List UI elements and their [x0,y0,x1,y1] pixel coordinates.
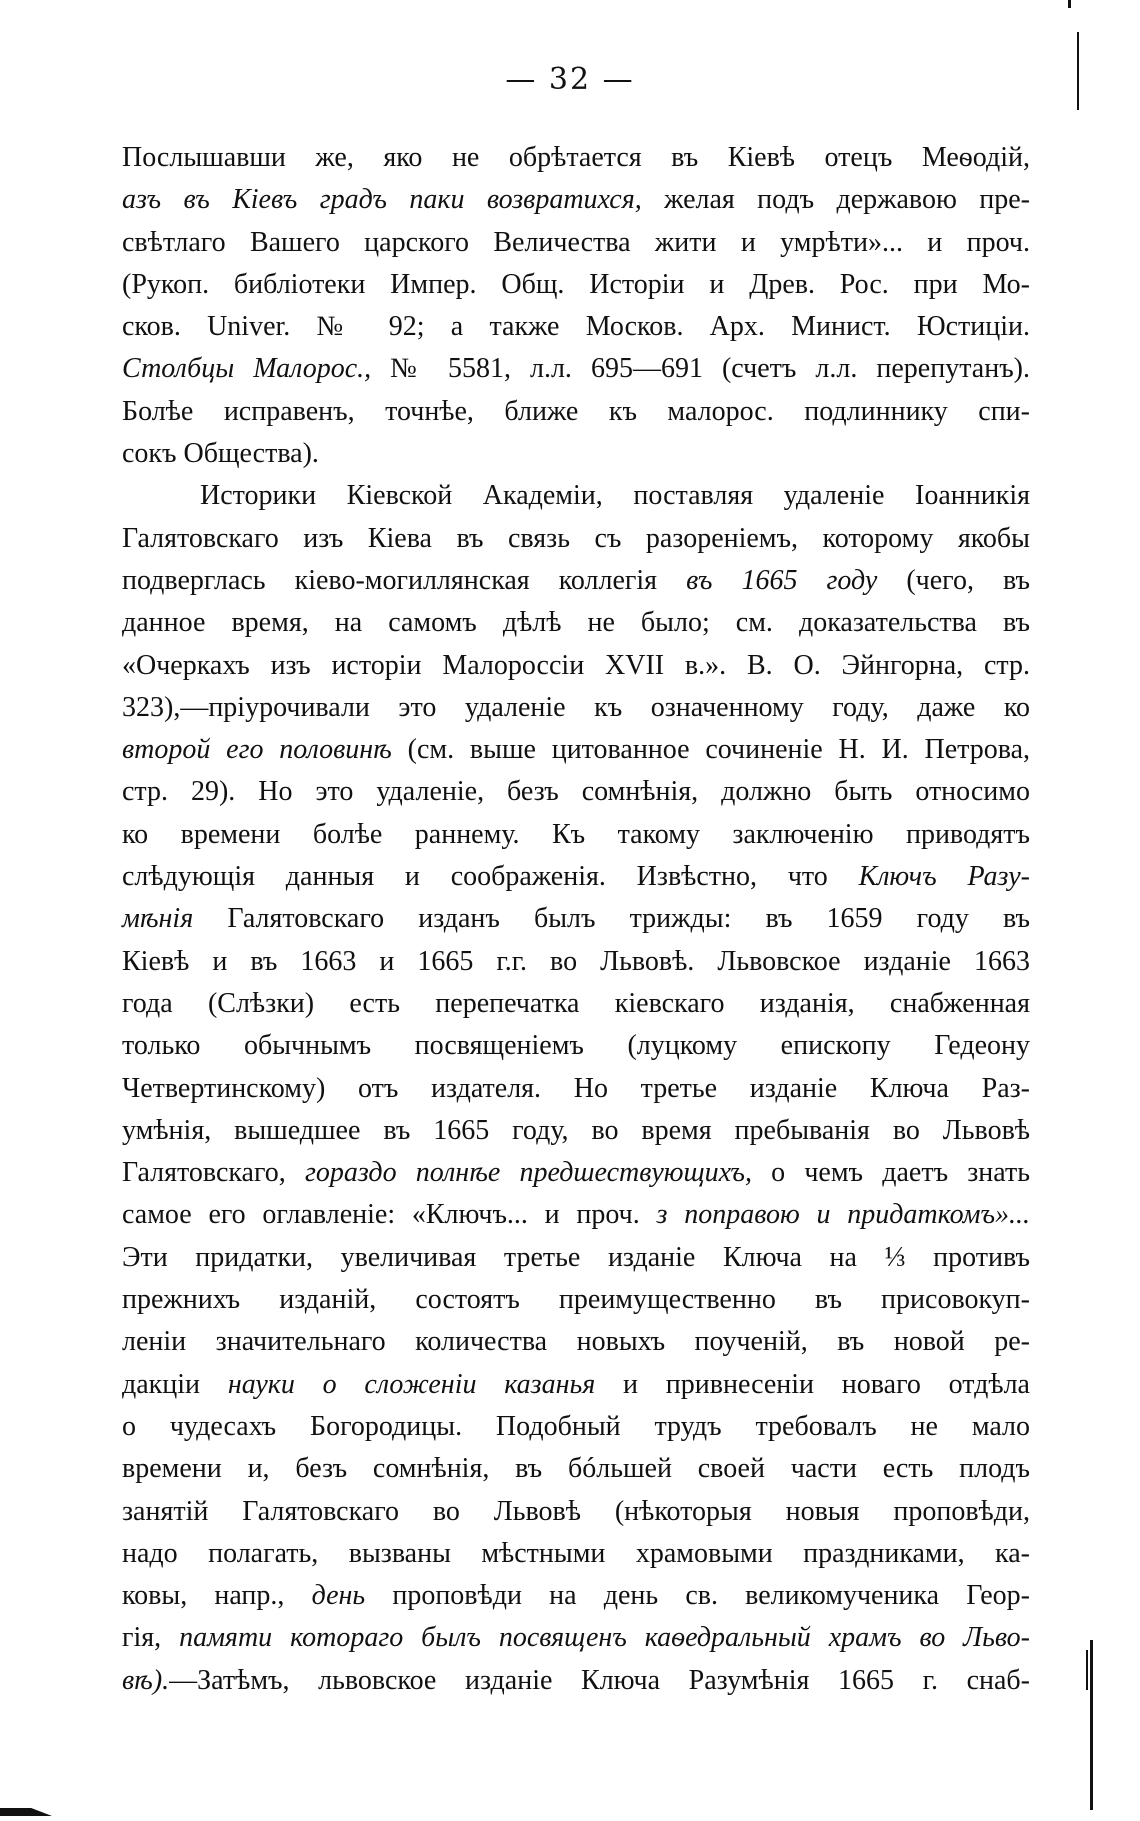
text-line [122,1406,1030,1448]
scan-edge-mark-bottom-left [0,1808,52,1816]
text-segment: данное время, на самомъ дѣлѣ не было; см. доказательства въ [122,607,1030,639]
italic-text-segment: гораздо полнѣе предшествующихъ, [304,1157,752,1189]
text-segment: времени и, безъ сомнѣнія, въ бóльшей своей части есть плодъ [122,1453,1030,1485]
text-line [122,560,1030,602]
italic-text-segment: мѣнія [122,903,194,935]
text-line [122,983,1030,1025]
italic-text-segment: Столбцы Малорос., [122,353,372,385]
text-segment: желая подъ державою пре- [641,184,1030,216]
text-segment: и привнесеніи новаго отдѣла [595,1368,1030,1400]
text-line [122,518,1030,560]
text-segment: Кіевѣ и въ 1663 и 1665 г.г. во Львовѣ. Львовское изданіе 1663 [122,945,1030,977]
text-segment: 323),—пріурочивали это удаленіе къ означенному году, даже ко [122,691,1030,723]
text-segment: Эти придатки, увеличивая третье изданіе Ключа на ⅓ противъ [122,1241,1030,1273]
text-segment: стр. 29). Но это удаленіе, безъ сомнѣнія, должно быть относимо [122,776,1030,808]
text-line [122,1364,1030,1406]
italic-text-segment: памяти котораго былъ посвященъ каѳедральный храмъ во Льво- [179,1622,1030,1654]
text-line [122,1110,1030,1152]
text-line [122,475,1030,517]
text-line [122,179,1030,221]
text-line [122,645,1030,687]
text-line [122,1279,1030,1321]
italic-text-segment: день [311,1580,366,1612]
text-segment: о чемъ даетъ знать [751,1157,1030,1189]
scan-edge-mark-right-bottom [1090,1640,1093,1810]
text-segment: Галятовскаго, [122,1157,305,1189]
text-line [122,306,1030,348]
text-segment: занятій Галятовскаго во Львовѣ (нѣкоторыя новыя проповѣди, [122,1495,1030,1527]
text-line [122,391,1030,433]
text-line [122,687,1030,729]
text-line [122,1491,1030,1533]
text-line [122,1533,1030,1575]
text-segment: только обычнымъ посвященіемъ (луцкому епископу Гедеону [122,1030,1030,1062]
scan-edge-mark-top [1068,0,1071,8]
italic-text-segment: азъ въ Кіевъ градъ паки возвратихся, [122,184,642,216]
text-line [122,1321,1030,1363]
text-segment: Галятовскаго изъ Кіева въ связь съ разореніемъ, которому якобы [122,522,1030,554]
text-segment: о чудесахъ Богородицы. Подобный трудъ требовалъ не мало [122,1410,1030,1442]
text-segment: Галятовскаго изданъ былъ трижды: въ 1659 году въ [193,903,1030,935]
italic-text-segment: вѣ). [122,1664,170,1696]
italic-text-segment: въ 1665 году [686,564,878,596]
page-number: — 32 — [505,62,635,97]
text-line [122,1660,1030,1702]
text-segment: слѣдующія данныя и соображенія. Извѣстно, что [122,861,859,893]
text-line [122,1617,1030,1659]
text-line [122,729,1030,771]
text-line [122,771,1030,813]
text-segment: надо полагать, вызваны мѣстными храмовыми праздниками, ка- [122,1537,1030,1569]
text-line [122,1448,1030,1490]
text-segment: Послышавши же, яко не обрѣтается въ Кіевѣ отецъ Меѳодій, [122,142,1030,173]
text-line [122,814,1030,856]
italic-text-segment: второй его половинѣ [122,734,392,766]
text-line [122,137,1030,179]
text-line [122,1152,1030,1194]
text-line [122,222,1030,264]
italic-text-segment: науки о сложеніи казанья [227,1368,596,1400]
scan-edge-mark-right-top [1077,32,1079,110]
text-segment: Болѣе исправенъ, точнѣе, ближе къ малорос. подлиннику спи- [122,395,1030,427]
scan-edge-mark-right-bottom-2 [1086,1650,1088,1690]
italic-text-segment: Ключъ Разу- [858,861,1030,893]
text-segment: свѣтлаго Вашего царского Величества жити и умрѣти»... и проч. [122,226,1030,258]
text-segment: проповѣди на день св. великомученика Геор- [365,1580,1031,1612]
text-segment: Четвертинскому) отъ издателя. Но третье изданіе Ключа Раз- [122,1072,1030,1104]
text-line [122,1025,1030,1067]
text-line [122,1068,1030,1110]
text-segment: ко времени болѣе раннему. Къ такому заключенію приводятъ [122,818,1030,850]
text-segment: ковы, напр., [122,1580,312,1612]
text-segment: (чего, въ [877,564,1030,596]
text-line [122,1575,1030,1617]
text-line [122,264,1030,306]
text-line [122,602,1030,644]
text-segment: (Рукоп. библіотеки Импер. Общ. Исторіи и Древ. Рос. при Мо- [122,268,1030,300]
text-body [122,137,1030,1702]
text-segment: гія, [122,1622,180,1654]
text-line [122,941,1030,983]
text-segment: сокъ Общества). [122,438,319,470]
text-segment: года (Слѣзки) есть перепечатка кіевскаго изданія, снабженная [122,987,1030,1019]
text-line [122,1194,1030,1236]
text-line [122,433,1030,475]
text-segment: Историки Кіевской Академіи, поставляя удаленіе Іоанникія [200,480,1030,512]
text-segment: леніи значительнаго количества новыхъ поученій, въ новой ре- [122,1326,1030,1358]
text-segment: прежнихъ изданій, состоятъ преимущественно въ присовокуп- [122,1284,1030,1316]
text-segment: умѣнія, вышедшее въ 1665 году, во время пребыванія во Львовѣ [122,1114,1030,1146]
text-segment: № 5581, л.л. 695—691 (счетъ л.л. перепутанъ). [371,353,1031,385]
text-line [122,856,1030,898]
text-segment: подверглась кіево-могиллянская коллегія [122,564,687,596]
text-segment: (см. выше цитованное сочиненіе Н. И. Петрова, [391,734,1030,766]
text-line [122,1237,1030,1279]
text-segment: самое его оглавленіе: «Ключъ... и проч. [122,1199,657,1231]
italic-text-segment: з поправою и придаткомъ»... [656,1199,1030,1231]
text-line [122,348,1030,390]
text-segment: дакціи [122,1368,228,1400]
text-segment: сков. Univer. № 92; а также Москов. Арх. Минист. Юстиціи. [122,311,1030,343]
text-segment: —Затѣмъ, львовское изданіе Ключа Разумѣнія 1665 г. снаб- [169,1664,1030,1696]
text-line [122,898,1030,940]
text-segment: «Очеркахъ изъ исторіи Малороссіи XVII в.». В. О. Эйнгорна, стр. [122,649,1030,681]
